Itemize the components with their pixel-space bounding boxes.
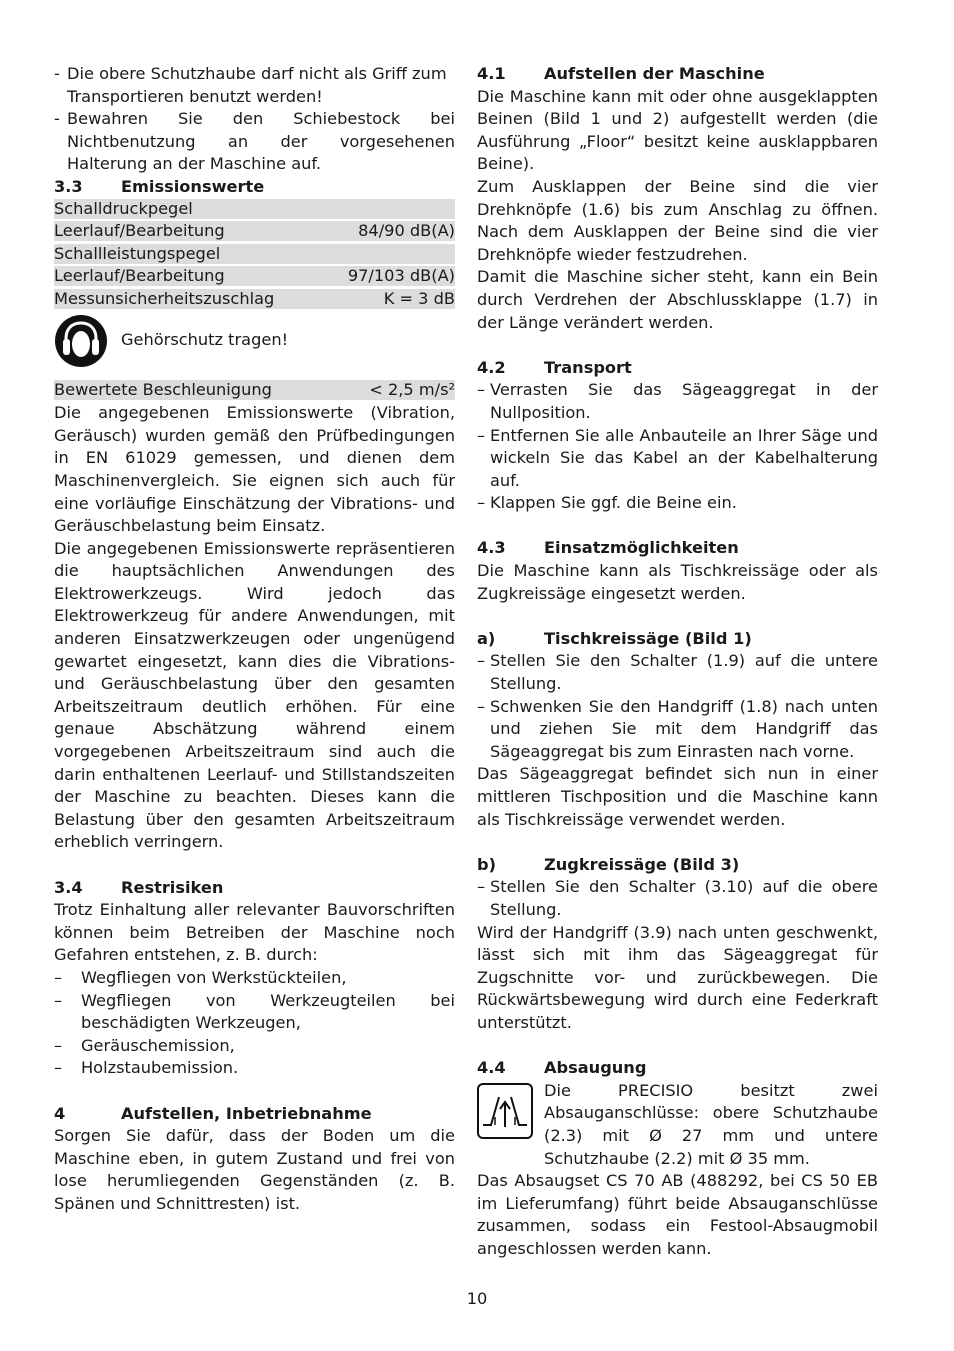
section-heading: b) Zugkreissäge (Bild 3)	[477, 854, 740, 874]
list-item: – Holzstaubemission.	[54, 1058, 239, 1078]
paragraph: Wird der Handgriff (3.9) nach unten geschwenkt, lässt sich mit ihm das Sägeaggregat für Zugschnitte vor- und zurückbewegen. Die Rückwärtsbewegung wird durch eine Federkraft unterstützt.	[477, 922, 878, 1032]
emission-table	[54, 199, 455, 309]
list-item: – Stellen Sie den Schalter (1.9) auf die untere Stellung.	[477, 651, 878, 694]
paragraph: Die Maschine kann mit oder ohne ausgeklappten Beinen (Bild 1 und 2) aufgestellt werden (die Ausführung „Floor“ besitzt keine ausklappbaren Beine).	[477, 86, 878, 174]
list-item: – Wegfliegen von Werkzeugteilen bei beschädigten Werkzeugen,	[54, 990, 455, 1033]
hearing-protection-icon	[54, 314, 108, 368]
section-heading: 4.1 Aufstellen der Maschine	[477, 64, 765, 83]
paragraph: Die angegebenen Emissionswerte repräsentieren die hauptsächlichen Anwendungen des Elektrowerkzeugs. Wird jedoch das Elektrowerkzeug für andere Anwendungen, mit anderen Einsatzwerkzeugen oder ungenügend gewartet eingesetzt, kann dies die Vibrations- und Geräuschbelastung über den gesamten Arbeitszeitraum deutlich erhöhen. Für eine genaue Abschätzung während einem vorgegebenen Arbeitszeitraum sind auch die darin enthaltenen Leerlauf- und Stillstandszeiten der Maschine zu beachten. Dieses kann die Belastung über den gesamten Arbeitszeitraum erheblich verringern.	[54, 538, 455, 852]
paragraph: Die PRECISIO besitzt zwei Absauganschlüsse: obere Schutzhaube (2.3) mit Ø 27 mm und untere Schutzhaube (2.2) mit Ø 35 mm.	[544, 1080, 878, 1168]
page-number: 10	[466, 1289, 488, 1308]
table-row: Schallleistungspegel	[54, 244, 455, 264]
list-item: – Verrasten Sie das Sägeaggregat in der Nullposition.	[477, 380, 878, 422]
list-item: – Geräuschemission,	[54, 1035, 235, 1055]
section-heading: 4 Aufstellen, Inbetriebnahme	[54, 1103, 372, 1123]
paragraph: Trotz Einhaltung aller relevanter Bauvorschriften können beim Betreiben der Maschine noch Gefahren entstehen, z. B. durch:	[54, 900, 455, 965]
list-item: - Die obere Schutzhaube darf nicht als Griff zum Transportieren benutzt werden!	[54, 63, 455, 108]
left-column	[54, 63, 455, 1216]
extraction-note	[477, 1080, 878, 1170]
list-item: – Stellen Sie den Schalter (3.10) auf die obere Stellung.	[477, 877, 878, 919]
list-item: – Wegfliegen von Werkstückteilen,	[54, 967, 347, 987]
hearing-protection-text: Gehörschutz tragen!	[121, 330, 289, 350]
section-heading: 4.2 Transport	[477, 357, 632, 377]
section-heading: 4.3 Einsatzmöglichkeiten	[477, 538, 739, 558]
list-item: – Schwenken Sie den Handgriff (1.8) nach unten und ziehen Sie mit dem Handgriff das Sägeaggregat bis zum Einrasten nach vorne.	[477, 696, 878, 761]
section-heading: a) Tischkreissäge (Bild 1)	[477, 628, 752, 648]
list-item: - Bewahren Sie den Schiebestock bei Nichtbenutzung an der vorgesehenen Halterung an der Maschine auf.	[54, 108, 455, 176]
table-row: Leerlauf/Bearbeitung 84/90 dB(A)	[54, 221, 455, 241]
list-item: – Klappen Sie ggf. die Beine ein.	[477, 493, 737, 513]
table-row: Schalldruckpegel	[54, 199, 455, 219]
hearing-protection-note	[54, 312, 455, 370]
paragraph: Zum Ausklappen der Beine sind die vier Drehknöpfe (1.6) bis zum Anschlag zu öffnen. Nach dem Ausklappen der Beine sind die vier Drehknöpfe wieder festzudrehen.	[477, 176, 878, 264]
section-heading: 4.4 Absaugung	[477, 1058, 647, 1078]
list-item-text: Die obere Schutzhaube darf nicht als Griff zum Transportieren benutzt werden!	[67, 64, 447, 106]
list-item: – Entfernen Sie alle Anbauteile an Ihrer Säge und wickeln Sie das Kabel an der Kabelhalterung auf.	[477, 425, 878, 490]
paragraph: Sorgen Sie dafür, dass der Boden um die Maschine eben, in gutem Zustand und frei von lose herumliegenden Gegenständen (z. B. Spänen und Schnittresten) ist.	[54, 1126, 455, 1213]
list-item-text: Bewahren Sie den Schiebestock bei Nichtbenutzung an der vorgesehenen Halterung an der Maschine auf.	[67, 109, 455, 174]
table-row: Leerlauf/Bearbeitung 97/103 dB(A)	[54, 266, 455, 286]
paragraph: Die Maschine kann als Tischkreissäge oder als Zugkreissäge eingesetzt werden.	[477, 561, 878, 603]
section-heading: 3.3 Emissionswerte	[54, 176, 265, 196]
table-row: Bewertete Beschleunigung < 2,5 m/s²	[54, 379, 455, 399]
table-row: Messunsicherheitszuschlag K = 3 dB	[54, 288, 455, 308]
paragraph: Damit die Maschine sicher steht, kann ein Bein durch Verdrehen der Abschlussklappe (1.7) in der Länge verändert werden.	[477, 267, 878, 332]
paragraph: Das Sägeaggregat befindet sich nun in einer mittleren Tischposition und die Maschine kann als Tischkreissäge verwendet werden.	[477, 764, 878, 829]
section-heading: 3.4 Restrisiken	[54, 877, 224, 897]
dust-extraction-icon	[477, 1083, 533, 1139]
right-column	[477, 63, 878, 1260]
paragraph: Das Absaugset CS 70 AB (488292, bei CS 50 EB im Lieferumfang) führt beide Absauganschlüsse zusammen, sodass ein Festool-Absaugmobil angeschlossen werden kann.	[477, 1171, 878, 1258]
paragraph: Die angegebenen Emissionswerte (Vibration, Geräusch) wurden gemäß den Prüfbedingungen in EN 61029 gemessen, und dienen dem Maschinenvergleich. Sie eignen sich auch für eine vorläufige Einschätzung der Vibrations- und Geräuschbelastung beim Einsatz.	[54, 403, 455, 536]
